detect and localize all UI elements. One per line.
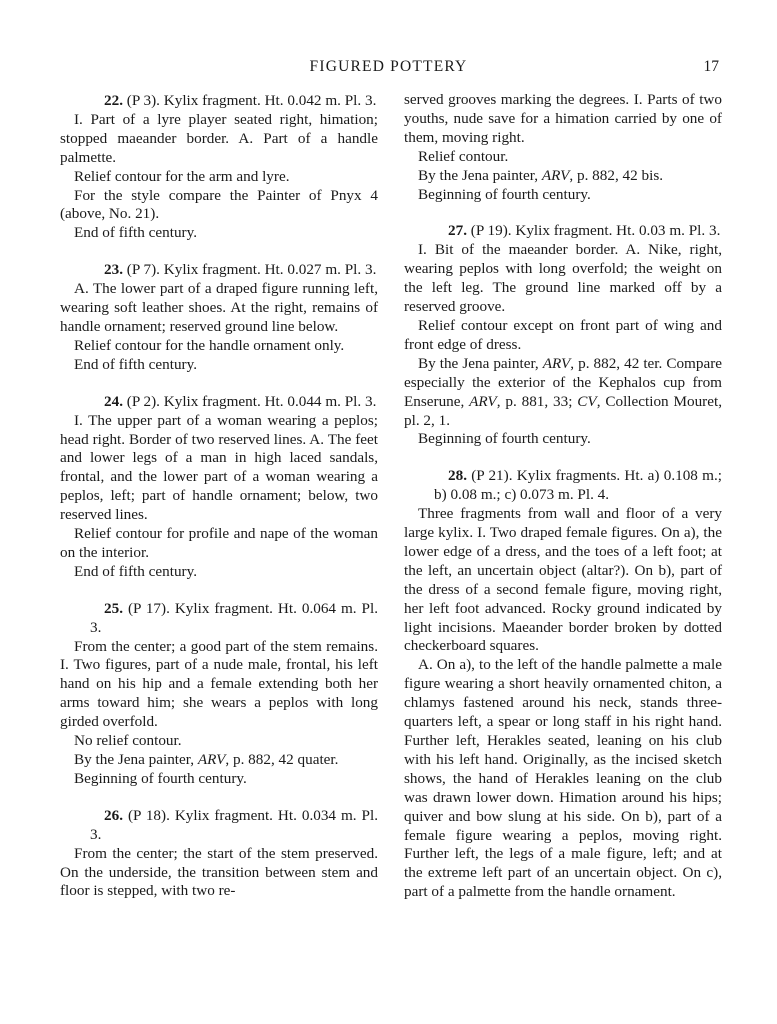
entry-heading [60, 600, 378, 638]
entry-number: 27. [448, 222, 467, 240]
catalogue-entry-23 [60, 261, 378, 374]
entry-paragraph: A. On a), to the left of the handle palmette a male figure wearing a short heavily ornamented chiton, a chlamys fastened around his neck, stands three-quarters left, a spear or long staff in his right hand. Further left, Herakles seated, leaning on his club with his left hand. Originally, as the incised sketch shows, the hand of Herakles leaning on the club was drawn lower down. Himation around his hips; quiver and bow slung at his side. On b), part of a female figure wearing a peplos, moving right. Further left, the legs of a male figure, left; and at the extreme left part of an uncertain object. On c), part of a palmette from the handle ornament. [404, 656, 722, 901]
entry-heading-text: (P 17). Kylix fragment. Ht. 0.064 m. Pl. 3. [90, 599, 379, 636]
citation-abbrev: ARV [542, 354, 571, 372]
catalogue-entry-22 [60, 92, 378, 243]
entry-paragraph: End of fifth century. [74, 224, 198, 242]
entry-heading-text: (P 7). Kylix fragment. Ht. 0.027 m. Pl. 3. [126, 261, 377, 279]
entry-number: 26. [104, 806, 123, 824]
entry-number: 23. [104, 261, 123, 279]
entry-heading [404, 467, 722, 505]
entry-paragraph: Three fragments from wall and floor of a very large kylix. I. Two draped female figures. On a), the lower edge of a dress, and the toes of a left foot; at the left, an uncertain object (altar?). On b), part of the dress of a second female figure, moving right, her left foot advanced. Rocky ground indicated by light incisions. Maeander border broken by dotted checkerboard squares. [404, 505, 722, 655]
catalogue-entry-24 [60, 393, 378, 582]
entry-paragraph: I. Part of a lyre player seated right, himation; stopped maeander border. A. Part of a handle palmette. [60, 110, 378, 166]
entry-paragraph: By the Jena painter, ARV, p. 882, 42 bis. [418, 166, 664, 184]
entry-paragraph: From the center; the start of the stem preserved. On the underside, the transition between stem and floor is stepped, with two re- [60, 844, 378, 900]
citation-abbrev: ARV [541, 166, 570, 184]
entry-number: 22. [104, 92, 123, 109]
running-title: FIGURED POTTERY [309, 58, 468, 75]
entry-paragraph: End of fifth century. [74, 355, 198, 373]
entry-paragraph: From the center; a good part of the stem remains. I. Two figures, part of a nude male, frontal, his left hand on his hip and a female extending both her arms toward him; she wears a peplos with long girded overfold. [60, 637, 378, 731]
entry-heading [404, 222, 722, 241]
entry-heading [60, 393, 378, 412]
entry-paragraph: Beginning of fourth century. [418, 185, 591, 203]
entry-paragraph: For the style compare the Painter of Pnyx 4 (above, No. 21). [60, 186, 378, 223]
entry-heading [60, 92, 378, 111]
entry-paragraph: Relief contour for profile and nape of the woman on the interior. [60, 525, 378, 561]
entry-paragraph: I. Bit of the maeander border. A. Nike, right, wearing peplos with long overfold; the weight on the left leg. The ground line marked off by a reserved groove. [404, 241, 722, 316]
entry-paragraph: No relief contour. [74, 732, 182, 750]
entry-paragraph: Relief contour for the arm and lyre. [74, 167, 290, 185]
entry-number: 25. [104, 599, 123, 617]
citation-abbrev: CV [577, 392, 597, 410]
entry-heading [60, 261, 378, 280]
left-column [60, 92, 378, 919]
entry-paragraph: By the Jena painter, ARV, p. 882, 42 ter. Compare especially the exterior of the Kephalos cup from Enserune, ARV, p. 881, 33; CV, Collection Mouret, pl. 2, 1. [404, 354, 722, 429]
catalogue-entry-27 [404, 222, 722, 449]
entry-paragraph: End of fifth century. [74, 562, 198, 580]
entry-paragraph: A. The lower part of a draped figure running left, wearing soft leather shoes. At the right, remains of handle ornament; reserved ground line below. [60, 280, 378, 335]
entry-number: 24. [104, 392, 123, 410]
right-column [404, 91, 722, 920]
entry-paragraph: Beginning of fourth century. [418, 430, 591, 448]
entry-heading-text: (P 19). Kylix fragment. Ht. 0.03 m. Pl. 3. [470, 222, 721, 240]
entry-heading [60, 807, 378, 845]
entry-paragraph: I. The upper part of a woman wearing a peplos; head right. Border of two reserved lines. A. The feet and lower legs of a man in high laced sandals, frontal, and the lower part of a woman wearing a peplos, left; part of handle ornament; below, two reserved lines. [60, 411, 378, 524]
catalogue-entry-25 [60, 600, 378, 789]
entry-paragraph: Relief contour. [418, 147, 509, 165]
entry-paragraph: By the Jena painter, ARV, p. 882, 42 quater. [74, 751, 339, 768]
entry-heading-text: (P 3). Kylix fragment. Ht. 0.042 m. Pl. 3. [126, 92, 377, 109]
catalogue-entry-26-continued [404, 91, 722, 204]
entry-paragraph: served grooves marking the degrees. I. Parts of two youths, nude save for a himation carried by one of them, moving right. [404, 91, 722, 146]
entry-paragraph: Relief contour for the handle ornament only. [74, 336, 345, 354]
catalogue-entry-26 [60, 807, 378, 902]
page-number: 17 [703, 58, 719, 75]
catalogue-entry-28 [404, 467, 722, 902]
running-head [0, 58, 777, 78]
entry-heading-text: (P 2). Kylix fragment. Ht. 0.044 m. Pl. 3. [126, 392, 377, 410]
entry-heading-text: (P 21). Kylix fragments. Ht. a) 0.108 m.; b) 0.08 m.; c) 0.073 m. Pl. 4. [434, 467, 722, 504]
citation-abbrev: ARV [197, 751, 226, 768]
entry-number: 28. [448, 467, 467, 485]
entry-heading-text: (P 18). Kylix fragment. Ht. 0.034 m. Pl. 3. [90, 806, 379, 843]
entry-paragraph: Relief contour except on front part of wing and front edge of dress. [404, 316, 722, 353]
citation-abbrev: ARV [469, 392, 497, 410]
entry-paragraph: Beginning of fourth century. [74, 769, 247, 787]
